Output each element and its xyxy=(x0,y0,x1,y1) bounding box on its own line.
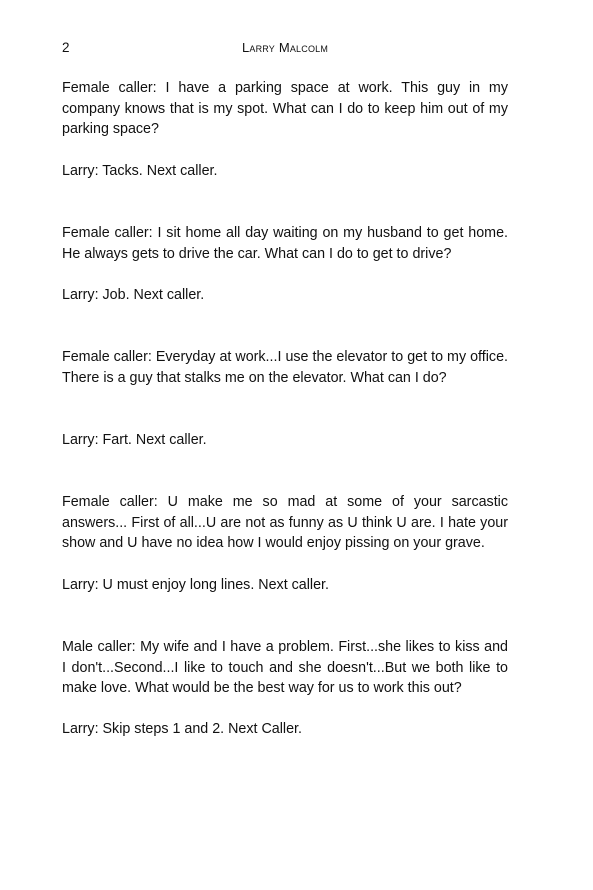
running-head: Larry Malcolm xyxy=(241,40,329,55)
caller-question: Female caller: I sit home all day waiting on my husband to get home. He always gets to drive the car. What can I do to get to drive? xyxy=(62,224,508,262)
larry-reply: Larry: Skip steps 1 and 2. Next Caller. xyxy=(62,721,302,738)
larry-reply: Larry: U must enjoy long lines. Next caller. xyxy=(62,576,329,593)
larry-reply: Larry: Fart. Next caller. xyxy=(62,431,207,448)
caller-question: Male caller: My wife and I have a problem. First...she likes to kiss and I don't...Second...I like to touch and she doesn't...But we both like to make love. What would be the best way for us to work this out? xyxy=(62,638,508,697)
larry-reply: Larry: Job. Next caller. xyxy=(62,286,205,303)
caller-question: Female caller: Everyday at work...I use the elevator to get to my office. There is a guy that stalks me on the elevator. What can I do? xyxy=(62,348,508,386)
caller-question: Female caller: U make me so mad at some of your sarcastic answers... First of all...U are not as funny as U think U are. I hate your show and U have no idea how I would enjoy pissing on your grave. xyxy=(62,494,508,552)
larry-reply: Larry: Tacks. Next caller. xyxy=(62,162,218,179)
caller-question: Female caller: I have a parking space at work. This guy in my company knows that is my spot. What can I do to keep him out of my parking space? xyxy=(62,80,508,138)
page-body xyxy=(62,78,508,740)
page-header xyxy=(62,40,508,60)
page-number: 2 xyxy=(62,40,70,55)
